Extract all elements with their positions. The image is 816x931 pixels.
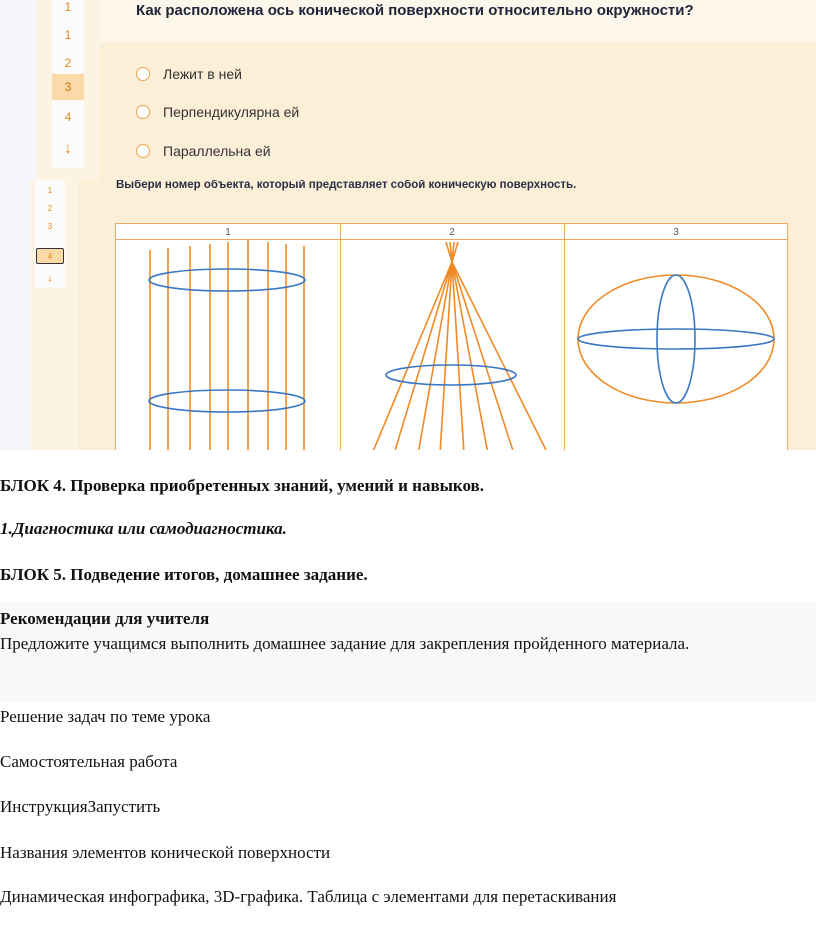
left-gutter <box>0 180 30 450</box>
option-label: Лежит в ней <box>163 66 242 82</box>
list-item: Самостоятельная работа <box>0 752 178 771</box>
nav-item-1-top[interactable]: 1 <box>64 0 72 14</box>
nav-item-3[interactable]: 3 <box>47 221 53 231</box>
recommendations-body: Предложите учащимся выполнить домашнее задание для закрепления пройденного материала. <box>0 634 690 653</box>
figures-prompt: Выбери номер объекта, который представляет собой коническую поверхность. <box>116 180 577 191</box>
option-label: Параллельна ей <box>163 143 271 159</box>
nav-item-4-active[interactable]: 4 <box>36 248 64 264</box>
sphere-outline <box>578 275 774 403</box>
option-2[interactable] <box>136 102 299 122</box>
question-nav <box>35 180 65 288</box>
block4-heading: БЛОК 4. Проверка приобретенных знаний, умений и навыков. <box>0 476 484 495</box>
arrow-down-icon[interactable]: ↓ <box>64 140 72 157</box>
diagnostics-heading: 1.Диагностика или самодиагностика. <box>0 519 287 538</box>
list-item: Названия элементов конической поверхности <box>0 843 331 862</box>
question-nav <box>52 0 84 168</box>
block5-heading: БЛОК 5. Подведение итогов, домашнее задание. <box>0 565 368 584</box>
figures-screenshot <box>0 180 816 450</box>
list-item: Динамическая инфографика, 3D-графика. Таблица с элементами для перетаскивания <box>0 887 617 906</box>
option-label: Перпендикулярна ей <box>163 104 300 120</box>
list-item: Решение задач по теме урока <box>0 707 211 726</box>
cone-generatrices <box>372 242 548 450</box>
question-text: Как расположена ось конической поверхности относительно окружности? <box>136 2 694 19</box>
left-gutter <box>0 0 36 180</box>
figure-sphere[interactable] <box>578 275 774 403</box>
figure-cylinder[interactable] <box>149 240 305 450</box>
arrow-down-icon[interactable]: ↓ <box>47 272 53 284</box>
radio-icon[interactable] <box>136 144 150 158</box>
option-1[interactable] <box>136 64 242 84</box>
teacher-recommendations <box>0 602 816 702</box>
sphere-meridian <box>657 275 695 403</box>
nav-item-1[interactable]: 1 <box>47 185 53 195</box>
radio-icon[interactable] <box>136 67 150 81</box>
figures-table <box>115 223 788 450</box>
quiz-screenshot <box>0 0 816 180</box>
column-header-1: 1 <box>225 226 231 238</box>
cylinder-circles <box>149 269 305 412</box>
column-header-2: 2 <box>449 226 455 238</box>
radio-icon[interactable] <box>136 105 150 119</box>
recommendations-title: Рекомендации для учителя <box>0 609 210 628</box>
option-3[interactable] <box>136 141 271 161</box>
figure-cone[interactable] <box>372 242 548 450</box>
nav-item-2[interactable]: 2 <box>64 56 72 70</box>
column-header-3: 3 <box>673 226 679 238</box>
instruction-launch-link[interactable]: ИнструкцияЗапустить <box>0 797 161 816</box>
nav-item-4[interactable]: 4 <box>64 110 72 124</box>
nav-item-1[interactable]: 1 <box>64 28 72 42</box>
figures-drawing <box>116 240 789 450</box>
nav-item-3-active[interactable]: 3 <box>52 74 84 100</box>
sphere-equator <box>578 329 774 349</box>
nav-item-2[interactable]: 2 <box>47 203 53 213</box>
table-header <box>116 224 787 240</box>
